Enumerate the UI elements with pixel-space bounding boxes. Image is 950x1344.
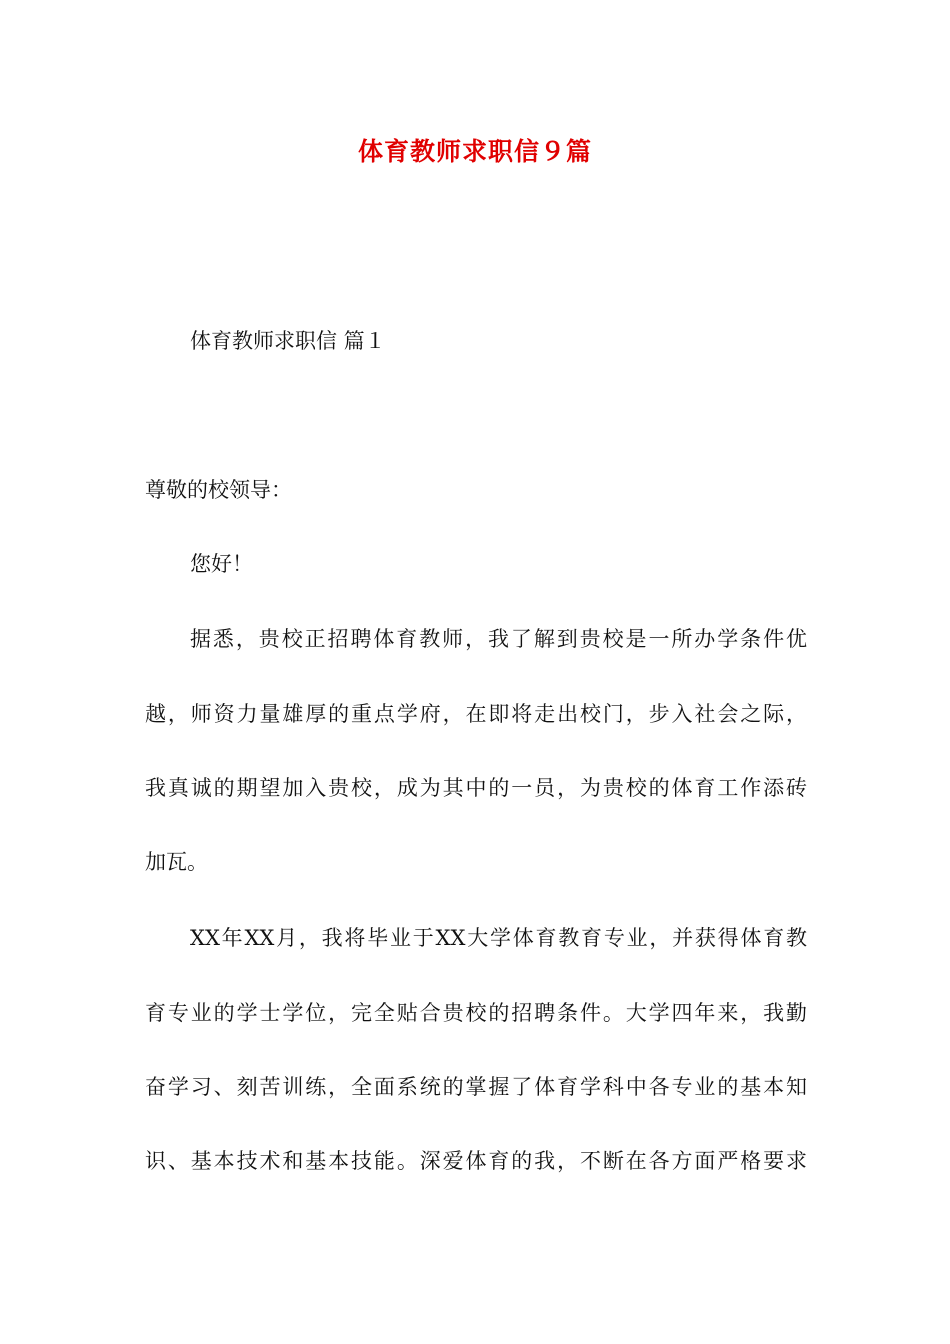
paragraph-2-line-1: XX年XX月，我将毕业于XX大学体育教育专业，并获得体育教 [190,926,807,950]
salutation: 尊敬的校领导： [145,478,292,502]
paragraph-1-line-4: 加瓦。 [145,850,208,874]
greeting: 您好！ [190,552,253,576]
paragraph-2-line-2: 育专业的学士学位，完全贴合贵校的招聘条件。大学四年来，我勤 [145,1001,807,1025]
paragraph-2-line-3: 奋学习、刻苦训练，全面系统的掌握了体育学科中各专业的基本知 [145,1075,807,1099]
paragraph-1-line-2: 越，师资力量雄厚的重点学府，在即将走出校门，步入社会之际， [145,702,807,726]
paragraph-2-line-4: 识、基本技术和基本技能。深爱体育的我，不断在各方面严格要求 [145,1149,807,1173]
section-heading: 体育教师求职信 篇１ [190,329,386,353]
paragraph-1-line-3: 我真诚的期望加入贵校，成为其中的一员，为贵校的体育工作添砖 [145,776,807,800]
paragraph-1-line-1: 据悉，贵校正招聘体育教师，我了解到贵校是一所办学条件优 [190,627,807,651]
document-title: 体育教师求职信９篇 [357,137,592,166]
